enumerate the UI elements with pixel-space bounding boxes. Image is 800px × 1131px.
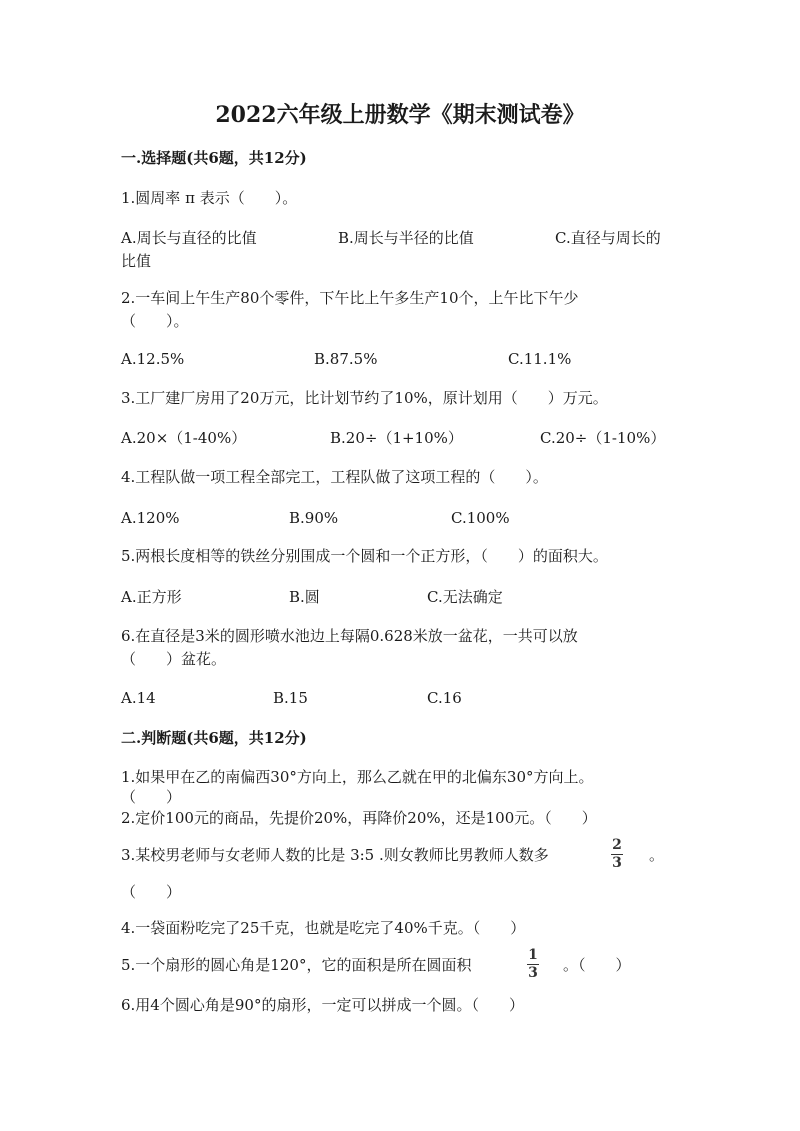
question-1-option-b: B.周长与半径的比值 bbox=[338, 229, 474, 247]
judgement-5: 5.一个扇形的圆心角是120°，它的面积是所在圆面积 bbox=[121, 956, 472, 974]
question-2-option-a: A.12.5% bbox=[121, 350, 185, 368]
question-6-option-c: C.16 bbox=[427, 689, 462, 707]
page-title: 2022六年级上册数学《期末测试卷》 bbox=[215, 102, 585, 128]
section-heading-judgement: 二.判断题(共6题，共12分) bbox=[121, 729, 307, 747]
fraction-numerator: 1 bbox=[528, 947, 538, 963]
question-3-stem: 3.工厂建厂房用了20万元，比计划节约了10%，原计划用（ ）万元。 bbox=[121, 389, 608, 407]
judgement-5-fraction bbox=[527, 948, 539, 981]
question-4-option-a: A.120% bbox=[121, 509, 180, 527]
question-2-stem-wrap: （ ）。 bbox=[121, 312, 189, 330]
section-heading-choice: 一.选择题(共6题，共12分) bbox=[121, 149, 307, 167]
fraction-denominator: 3 bbox=[612, 855, 622, 871]
question-3-option-a: A.20×（1-40%） bbox=[121, 429, 247, 447]
question-5-option-a: A.正方形 bbox=[121, 588, 182, 606]
question-4-option-c: C.100% bbox=[451, 509, 510, 527]
question-5-stem: 5.两根长度相等的铁丝分别围成一个圆和一个正方形，（ ）的面积大。 bbox=[121, 547, 608, 565]
judgement-5-end: 。（ ） bbox=[563, 956, 631, 974]
question-2-option-b: B.87.5% bbox=[314, 350, 378, 368]
question-5-option-b: B.圆 bbox=[289, 588, 320, 606]
question-3-option-c: C.20÷（1-10%） bbox=[540, 429, 666, 447]
fraction-denominator: 3 bbox=[528, 965, 538, 981]
question-1-option-c: C.直径与周长的 bbox=[555, 229, 661, 247]
judgement-3-fraction bbox=[611, 838, 623, 871]
fraction-numerator: 2 bbox=[612, 837, 622, 853]
judgement-1-paren: （ ） bbox=[121, 788, 182, 806]
judgement-1: 1.如果甲在乙的南偏西30°方向上，那么乙就在甲的北偏东30°方向上。 bbox=[121, 768, 594, 786]
judgement-2: 2.定价100元的商品，先提价20%，再降价20%，还是100元。（ ） bbox=[121, 809, 597, 827]
question-6-option-b: B.15 bbox=[273, 689, 308, 707]
question-5-option-c: C.无法确定 bbox=[427, 588, 503, 606]
question-1-option-c-wrap: 比值 bbox=[121, 252, 152, 270]
question-2-option-c: C.11.1% bbox=[508, 350, 572, 368]
judgement-6: 6.用4个圆心角是90°的扇形，一定可以拼成一个圆。（ ） bbox=[121, 996, 524, 1014]
question-1-option-a: A.周长与直径的比值 bbox=[121, 229, 257, 247]
question-3-option-b: B.20÷（1+10%） bbox=[330, 429, 463, 447]
question-6-stem-wrap: （ ）盆花。 bbox=[121, 650, 227, 668]
question-6-stem: 6.在直径是3米的圆形喷水池边上每隔0.628米放一盆花，一共可以放 bbox=[121, 627, 578, 645]
question-6-option-a: A.14 bbox=[121, 689, 156, 707]
judgement-3: 3.某校男老师与女老师人数的比是 3:5 .则女教师比男教师人数多 bbox=[121, 846, 549, 864]
question-4-stem: 4.工程队做一项工程全部完工，工程队做了这项工程的（ ）。 bbox=[121, 468, 548, 486]
judgement-3-paren: （ ） bbox=[121, 883, 182, 901]
judgement-3-end: 。 bbox=[649, 846, 665, 864]
question-1-stem: 1.圆周率 π 表示（ ）。 bbox=[121, 189, 298, 207]
question-4-option-b: B.90% bbox=[289, 509, 339, 527]
judgement-4: 4.一袋面粉吃完了25千克，也就是吃完了40%千克。（ ） bbox=[121, 919, 526, 937]
question-2-stem: 2.一车间上午生产80个零件，下午比上午多生产10个，上午比下午少 bbox=[121, 289, 579, 307]
